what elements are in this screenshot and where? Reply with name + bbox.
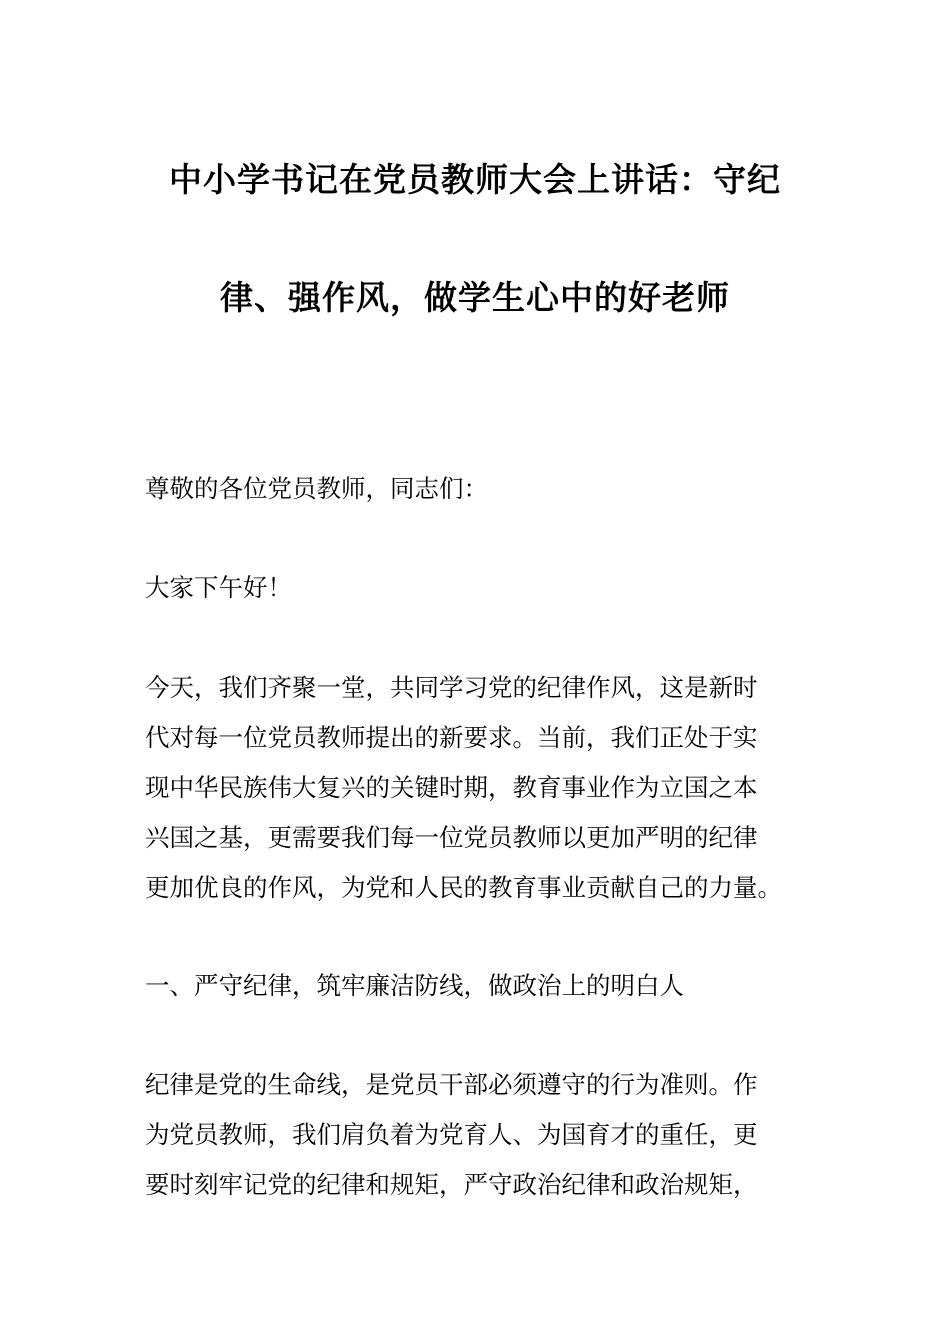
paragraph-line: 今天，我们齐聚一堂，共同学习党的纪律作风，这是新时	[145, 673, 758, 702]
paragraph-line: 要时刻牢记党的纪律和规矩，严守政治纪律和政治规矩，	[145, 1170, 758, 1199]
paragraph-line: 纪律是党的生命线，是党员干部必须遵守的行为准则。作	[145, 1070, 758, 1099]
section-1-heading: 一、严守纪律，筑牢廉洁防线，做政治上的明白人	[145, 971, 684, 1000]
salutation: 尊敬的各位党员教师，同志们：	[145, 474, 488, 503]
intro-paragraph	[145, 663, 810, 913]
document-title-line-2: 律、强作风，做学生心中的好老师	[220, 278, 730, 317]
paragraph-line: 为党员教师，我们肩负着为党育人、为国育才的重任，更	[145, 1120, 758, 1149]
section-1-paragraph	[145, 1060, 810, 1210]
paragraph-line: 现中华民族伟大复兴的关键时期，教育事业作为立国之本	[145, 773, 758, 802]
paragraph-line: 更加优良的作风，为党和人民的教育事业贡献自己的力量。	[145, 873, 782, 902]
greeting: 大家下午好！	[145, 573, 292, 602]
document-title-line-1: 中小学书记在党员教师大会上讲话：守纪	[169, 160, 781, 199]
paragraph-line: 代对每一位党员教师提出的新要求。当前，我们正处于实	[145, 723, 758, 752]
paragraph-line: 兴国之基，更需要我们每一位党员教师以更加严明的纪律	[145, 823, 758, 852]
